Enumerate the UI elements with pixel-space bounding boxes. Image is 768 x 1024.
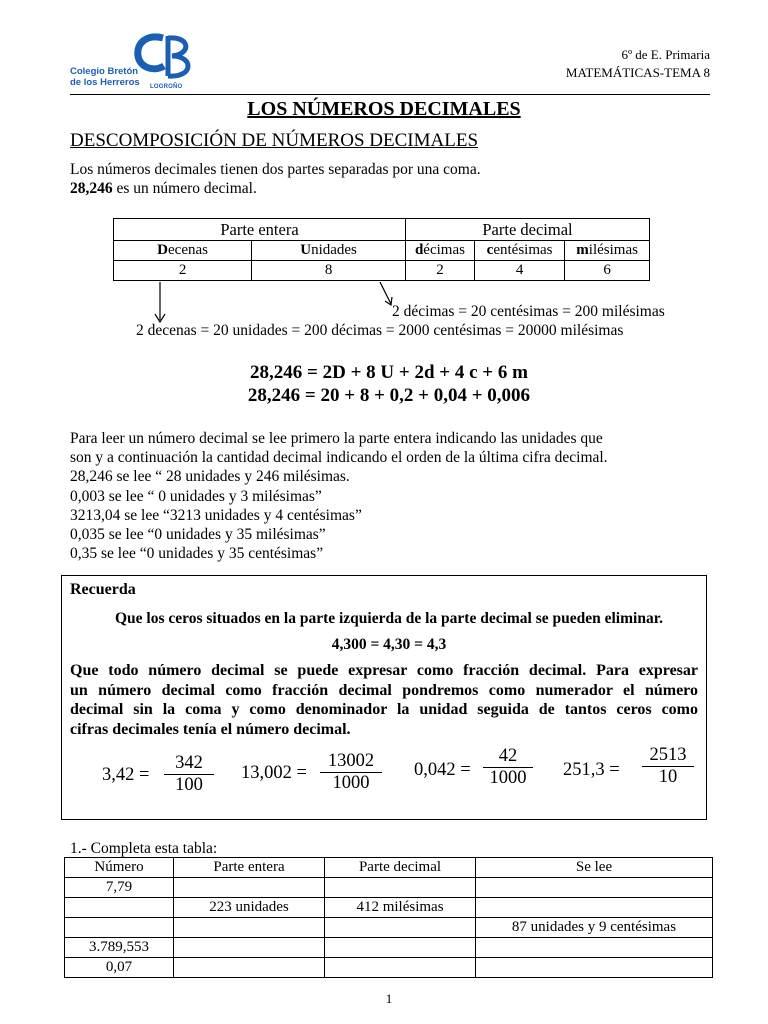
table-row bbox=[65, 878, 713, 898]
subject-label: MATEMÁTICAS-TEMA 8 bbox=[565, 65, 710, 80]
fraction-decimal: 251,3 = bbox=[563, 760, 620, 780]
school-name: Colegio Bretón de los Herreros bbox=[70, 66, 140, 88]
example-number: 28,246 bbox=[70, 180, 113, 197]
exercise-cell[interactable]: 0,07 bbox=[65, 958, 174, 978]
exercise-cell[interactable] bbox=[325, 938, 476, 958]
table-row bbox=[65, 898, 713, 918]
exercise-cell[interactable] bbox=[325, 958, 476, 978]
intro-line2-text: es un número decimal. bbox=[112, 180, 257, 197]
exercise-cell[interactable] bbox=[325, 918, 476, 938]
table-row bbox=[65, 938, 713, 958]
digit-cell: 6 bbox=[565, 261, 650, 281]
exercise-cell[interactable] bbox=[476, 878, 713, 898]
decomposition-sum: 28,246 = 20 + 8 + 0,2 + 0,04 + 0,006 bbox=[247, 385, 531, 406]
fraction: $\frac{42}{1000}$ bbox=[483, 746, 533, 789]
remember-rule-fraction: Que todo número decimal se puede expresar como fracción decimal. Para expresar un número decimal como fracción decimal pondremos como numerador el número decimal sin la coma y como denominador la unidad seguida de tantos ceros como cifras decimales tenía el número decimal. bbox=[70, 662, 698, 738]
exercise-header: Se lee bbox=[476, 858, 713, 878]
exercise-cell[interactable]: 7,79 bbox=[65, 878, 174, 898]
remember-rule-zeros-example: 4,300 = 4,30 = 4,3 bbox=[331, 636, 447, 653]
exercise-cell[interactable]: 412 milésimas bbox=[325, 898, 476, 918]
exercise-cell[interactable]: 87 unidades y 9 centésimas bbox=[476, 918, 713, 938]
digit-cell: 2 bbox=[405, 261, 474, 281]
table-row bbox=[65, 958, 713, 978]
group-header-integer: Parte entera bbox=[114, 219, 406, 241]
place-value-table bbox=[113, 218, 650, 281]
header-divider bbox=[70, 94, 710, 95]
reading-example: 0,035 se lee “0 unidades y 35 milésimas” bbox=[70, 526, 326, 543]
exercise-cell[interactable]: 223 unidades bbox=[174, 898, 325, 918]
page-title: LOS NÚMEROS DECIMALES bbox=[247, 98, 521, 120]
exercise-cell[interactable] bbox=[174, 918, 325, 938]
remember-heading: Recuerda bbox=[70, 581, 136, 598]
column-decimas: décimas bbox=[405, 241, 474, 261]
reading-example: 0,003 se lee “ 0 unidades y 3 milésimas” bbox=[70, 488, 322, 505]
equivalence-decimas: 2 décimas = 20 centésimas = 200 milésimas bbox=[392, 303, 665, 320]
digit-cell: 8 bbox=[252, 261, 406, 281]
reading-example: 28,246 se lee “ 28 unidades y 246 milésimas. bbox=[70, 468, 350, 485]
exercise-cell[interactable] bbox=[174, 938, 325, 958]
exercise-table bbox=[64, 857, 713, 978]
reading-explanation-1: Para leer un número decimal se lee primero la parte entera indicando las unidades que bbox=[70, 430, 603, 447]
reading-example: 0,35 se lee “0 unidades y 35 centésimas” bbox=[70, 545, 324, 562]
exercise-header: Número bbox=[65, 858, 174, 878]
fraction-decimal: 0,042 = bbox=[414, 760, 471, 780]
school-city: LOGROÑO bbox=[150, 84, 183, 90]
reading-example: 3213,04 se lee “3213 unidades y 4 centésimas” bbox=[70, 507, 362, 524]
column-decenas: Decenas bbox=[114, 241, 252, 261]
column-milesimas: milésimas bbox=[565, 241, 650, 261]
exercise-cell[interactable] bbox=[65, 918, 174, 938]
exercise-header: Parte decimal bbox=[325, 858, 476, 878]
exercise-cell[interactable] bbox=[65, 898, 174, 918]
group-header-decimal: Parte decimal bbox=[405, 219, 649, 241]
arrow-down-icon bbox=[150, 280, 170, 326]
page-number: 1 bbox=[385, 991, 393, 1006]
section-title: DESCOMPOSICIÓN DE NÚMEROS DECIMALES bbox=[70, 130, 479, 151]
column-unidades: Unidades bbox=[252, 241, 406, 261]
column-centesimas: centésimas bbox=[474, 241, 564, 261]
exercise-cell[interactable] bbox=[476, 898, 713, 918]
exercise-cell[interactable]: 3.789,553 bbox=[65, 938, 174, 958]
equivalence-decenas: 2 decenas = 20 unidades = 200 décimas = 2000 centésimas = 20000 milésimas bbox=[136, 322, 624, 339]
header-info bbox=[566, 46, 710, 82]
fraction: $\frac{342}{100}$ bbox=[164, 753, 214, 796]
intro-line2 bbox=[70, 179, 257, 198]
table-row bbox=[65, 918, 713, 938]
exercise-header: Parte entera bbox=[174, 858, 325, 878]
exercise-cell[interactable] bbox=[325, 878, 476, 898]
exercise-cell[interactable] bbox=[476, 958, 713, 978]
reading-explanation-2: son y a continuación la cantidad decimal indicando el orden de la última cifra decimal. bbox=[70, 449, 608, 466]
exercise-cell[interactable] bbox=[174, 958, 325, 978]
remember-rule-zeros: Que los ceros situados en la parte izquierda de la parte decimal se pueden eliminar. bbox=[114, 610, 664, 627]
fraction-decimal: 3,42 = bbox=[102, 765, 150, 785]
exercise-cell[interactable] bbox=[476, 938, 713, 958]
digit-cell: 2 bbox=[114, 261, 252, 281]
exercise-cell[interactable] bbox=[174, 878, 325, 898]
decomposition-units: 28,246 = 2D + 8 U + 2d + 4 c + 6 m bbox=[250, 362, 528, 383]
intro-line1: Los números decimales tienen dos partes separadas por una coma. bbox=[70, 161, 481, 178]
digit-cell: 4 bbox=[474, 261, 564, 281]
grade-label: 6º de E. Primaria bbox=[621, 47, 710, 62]
fraction: $\frac{13002}{1000}$ bbox=[320, 751, 382, 794]
exercise-prompt: 1.- Completa esta tabla: bbox=[70, 840, 218, 857]
fraction-decimal: 13,002 = bbox=[241, 763, 307, 783]
fraction: $\frac{2513}{10}$ bbox=[642, 745, 694, 788]
